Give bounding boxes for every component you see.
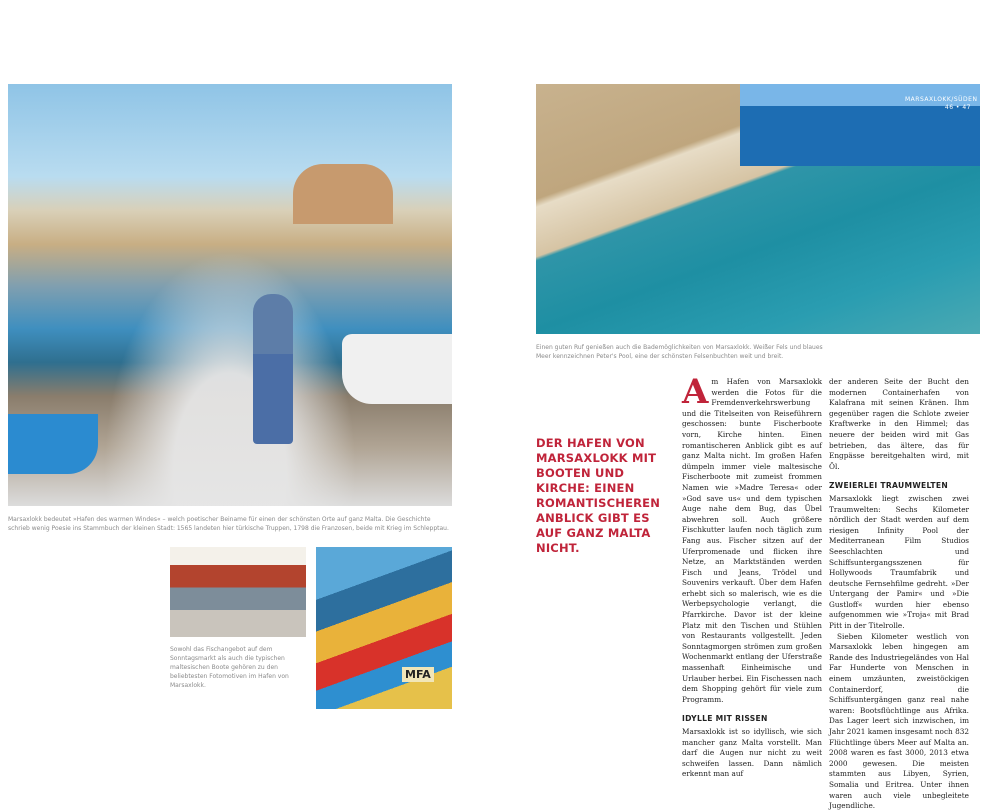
luzzu-boat-photo — [316, 547, 452, 709]
sea-area — [740, 106, 980, 166]
pool-caption: Einen guten Ruf genießen auch die Bademöglichkeiten von Marsaxlokk. Weißer Fels und blaues Meer kennzeichnen Peter's Pool, eine der schönsten Felsenbuchten weit und breit. — [536, 344, 823, 360]
article-paragraph: Sieben Kilometer westlich von Marsaxlokk leben hingegen am Rande des Industriegeländes von Hal Far Hunderte von Menschen in einem umzäunten, zweistöckigen Containerdorf, die Schiffsuntergängen ganz real nahe waren: Bootsflüchtlinge aus Afrika. Das Lager leert sich inzwischen, im Jahr 2021 kamen insgesamt noch 832 Flüchtlinge übers Meer auf Malta an. 2008 waren es fast 3000, 2013 etwa 2000 gewesen. Die meisten stammten aus Libyen, Syrien, Somalia und Eritrea. Unter ihnen waren auch viele unbegleitete Jugendliche. — [829, 631, 969, 811]
church-dome — [293, 164, 393, 224]
subhead: IDYLLE MIT RISSEN — [682, 714, 768, 724]
blue-boat — [8, 414, 98, 474]
subhead: ZWEIERLEI TRAUMWELTEN — [829, 481, 948, 491]
harbor-photo — [8, 84, 452, 506]
harbor-caption: Marsaxlokk bedeutet »Hafen des warmen Windes« – welch poetischer Beiname für einen der schönsten Orte auf ganz Malta. Die Geschichte schrieb wenig Poesie ins Stammbuch der kleinen Stadt: 1565 landeten hier türkische Truppen, 1798 die Franzosen, beide mit Krieg im Schlepptau. — [8, 516, 449, 532]
fisherman-figure — [253, 294, 293, 444]
article-column-2 — [829, 377, 969, 812]
article-paragraph — [682, 372, 822, 705]
boat-label: MFA — [402, 667, 434, 682]
article-paragraph: Marsaxlokk liegt zwischen zwei Traumwelten: Sechs Kilometer nördlich der Stadt werden auf dem riesigen Infinity Pool der Mediterranean Film Studios Seeschlachten und Schiffsuntergangsszenen für Hollywoods Traumfabrik und deutsche Fernsehfilme gedreht. »Der Untergang der Pamir« und »Die Gustloff« wurden hier ebenso aufgenommen wie »Troja« mit Brad Pitt in der Titelrolle. — [829, 493, 969, 631]
article-paragraph: der anderen Seite der Bucht den modernen Containerhafen von Kalafrana mit seinen Kränen. Ihm gegenüber ragen die Schlote zweier Kraftwerke in den Himmel; das neuere der beiden wird mit Gas betrieben, das ältere, das für Engpässe bereitgehalten wird, mit Öl. — [829, 377, 969, 471]
fish-market-photo — [170, 547, 306, 637]
market-caption: Sowohl das Fischangebot auf dem Sonntagsmarkt als auch die typischen maltesischen Boote gehören zu den beliebtesten Fotomotiven im Hafen von Marsaxlokk. — [170, 646, 289, 689]
article-text: m Hafen von Marsaxlokk werden die Fotos für die Fremdenverkehrswerbung und die Titelseiten von Reiseführern geschossen: bunte Fischerboote vorn, Kirche hinten. Einen romantischeren Anblick gibt es auf ganz Malta nicht. Im großen Hafen dümpeln immer viele maltesische Fischerboote mit zumeist frommen Namen wie »Madre Teresa« oder »God save us« und dem typischen Auge nahe dem Bug, das Übel abwehren soll. Auch größere Fischkutter laufen noch täglich zum Fang aus. Fischer sitzen auf der Uferpromenade und flicken ihre Netze, an Marktständen werden Fisch und Jeans, Trödel und Souvenirs verkauft. Über dem Hafen erhebt sich so malerisch, wie es die Werbepsychologie verlangt, die Pfarrkirche. Davor ist der kleine Platz mit den Tischen und Stühlen von Restaurants vollgestellt. Jeden Sonntagmorgen strömen zum großen Wochenmarkt entlang der Uferstraße massenhaft Einheimische und Urlauber herbei. Ein Fischessen nach dem Shopping gehört für viele zum Programm. — [682, 377, 822, 704]
folio-section: MARSAXLOKK/SÜDEN — [905, 96, 978, 103]
pull-quote: DER HAFEN VON MARSAXLOKK MIT BOOTEN UND KIRCHE: EINEN ROMANTISCHEREN ANBLICK GIBT ES AUF GANZ MALTA NICHT. — [536, 436, 661, 555]
article-column-1 — [682, 372, 822, 780]
folio — [905, 96, 978, 112]
article-paragraph: Marsaxlokk ist so idyllisch, wie sich mancher ganz Malta vorstellt. Man darf die Augen nur nicht zu weit schweifen lassen. Dann nämlich erkennt man auf — [682, 727, 822, 779]
white-boat — [342, 334, 452, 404]
folio-pages: 46 • 47 — [944, 104, 971, 111]
peters-pool-photo — [536, 84, 980, 334]
dropcap: A — [682, 372, 709, 412]
